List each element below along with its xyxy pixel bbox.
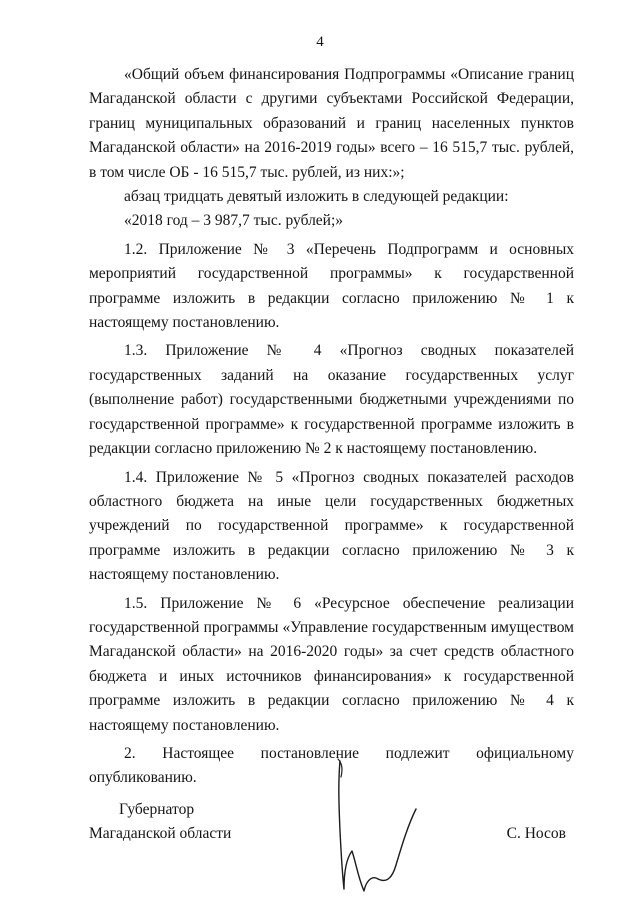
paragraph-item-1-3: 1.3. Приложение № 4 «Прогноз сводных показателей государственных заданий на оказание государственных услуг (выполнение работ) государственными бюджетными учреждениями по государственной программе» к государственной программе изложить в редакции согласно приложению № 2 к настоящему постановлению.: [89, 342, 574, 458]
paragraph-paragraph-39: абзац тридцать девятый изложить в следующей редакции:: [124, 188, 509, 206]
paragraph-financing-volume: «Общий объем финансирования Подпрограммы «Описание границ Магаданской области с другими субъектами Российской Федерации, границ муниципальных образований и границ населенных пунктов Магаданской области» на 2016-2019 годы» всего – 16 515,7 тыс. рублей, в том числе ОБ - 16 515,7 тыс. рублей, из них:»;: [89, 66, 574, 181]
signer-name: С. Носов: [506, 825, 566, 842]
signer-position-title: Губернатор: [119, 801, 195, 818]
paragraph-item-1-4: 1.4. Приложение № 5 «Прогноз сводных показателей расходов областного бюджета на иные цели государственных бюджетных учреждений по государственной программе» к государственной программе изложить в редакции согласно приложению № 3 к настоящему постановлению.: [89, 468, 574, 584]
paragraph-2018-amount: «2018 год – 3 987,7 тыс. рублей;»: [124, 212, 344, 230]
paragraph-item-1-2: 1.2. Приложение № 3 «Перечень Подпрограмм и основных мероприятий государственной программы» к государственной программе изложить в редакции согласно приложению № 1 к настоящему постановлению.: [89, 240, 574, 332]
document-body: [89, 63, 574, 791]
paragraph-item-1-5: 1.5. Приложение № 6 «Ресурсное обеспечение реализации государственной программы «Управление государственным имуществом Магаданской области» на 2016-2020 годы» за счет средств областного бюджета и иных источников финансирования» к государственной программе изложить в редакции согласно приложению № 4 к настоящему постановлению.: [89, 594, 574, 734]
signature-block: [89, 798, 574, 888]
page-number: 4: [316, 34, 324, 50]
paragraph-item-2: 2. Настоящее постановление подлежит официальному опубликованию.: [89, 744, 574, 787]
signer-position-org: Магаданской области: [89, 825, 232, 842]
handwritten-signature: [330, 753, 440, 898]
